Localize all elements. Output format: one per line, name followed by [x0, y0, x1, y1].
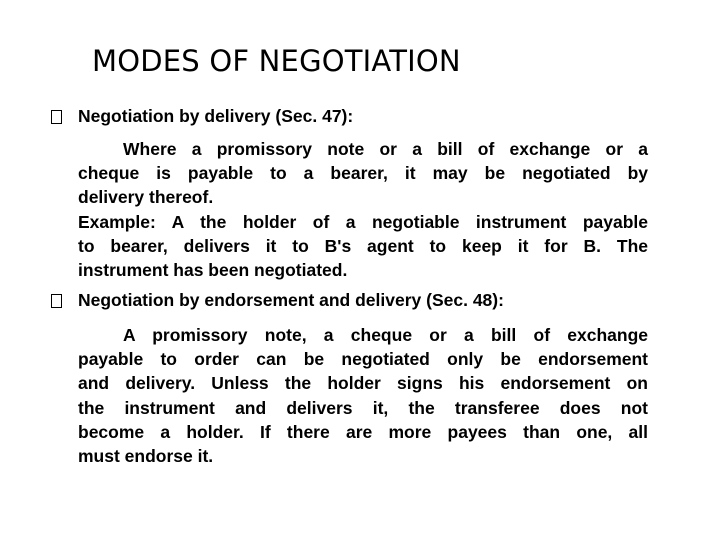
paragraph-line: Where a promissory note or a bill of exchange or a	[123, 139, 648, 159]
paragraph-line: Example: A the holder of a negotiable instrument payable	[78, 211, 648, 232]
paragraph-line: to bearer, delivers it to B's agent to keep it for B. The	[78, 235, 648, 256]
section-heading: Negotiation by delivery (Sec. 47):	[78, 106, 354, 126]
bullet-box-icon	[51, 110, 62, 124]
paragraph-line: must endorse it.	[78, 445, 214, 466]
paragraph-line: instrument has been negotiated.	[78, 259, 348, 280]
section-paragraph	[78, 137, 648, 282]
paragraph-line: and delivery. Unless the holder signs his endorsement on	[78, 373, 648, 394]
slide-title: MODES OF NEGOTIATION	[92, 44, 461, 78]
bullet-box-icon	[51, 294, 62, 308]
paragraph-line: the instrument and delivers it, the transferee does not	[78, 397, 648, 418]
bullet-item-negotiation-by-endorsement	[0, 290, 720, 314]
paragraph-line: delivery thereof.	[78, 187, 214, 208]
paragraph-line: A promissory note, a cheque or a bill of exchange	[123, 325, 648, 345]
bullet-item-negotiation-by-delivery	[0, 106, 720, 130]
paragraph-line: payable to order can be negotiated only be endorsement	[78, 349, 648, 370]
paragraph-line: become a holder. If there are more payees than one, all	[78, 421, 648, 442]
section-paragraph	[78, 323, 648, 468]
paragraph-line: cheque is payable to a bearer, it may be negotiated by	[78, 163, 648, 184]
section-heading: Negotiation by endorsement and delivery (Sec. 48):	[78, 290, 504, 310]
